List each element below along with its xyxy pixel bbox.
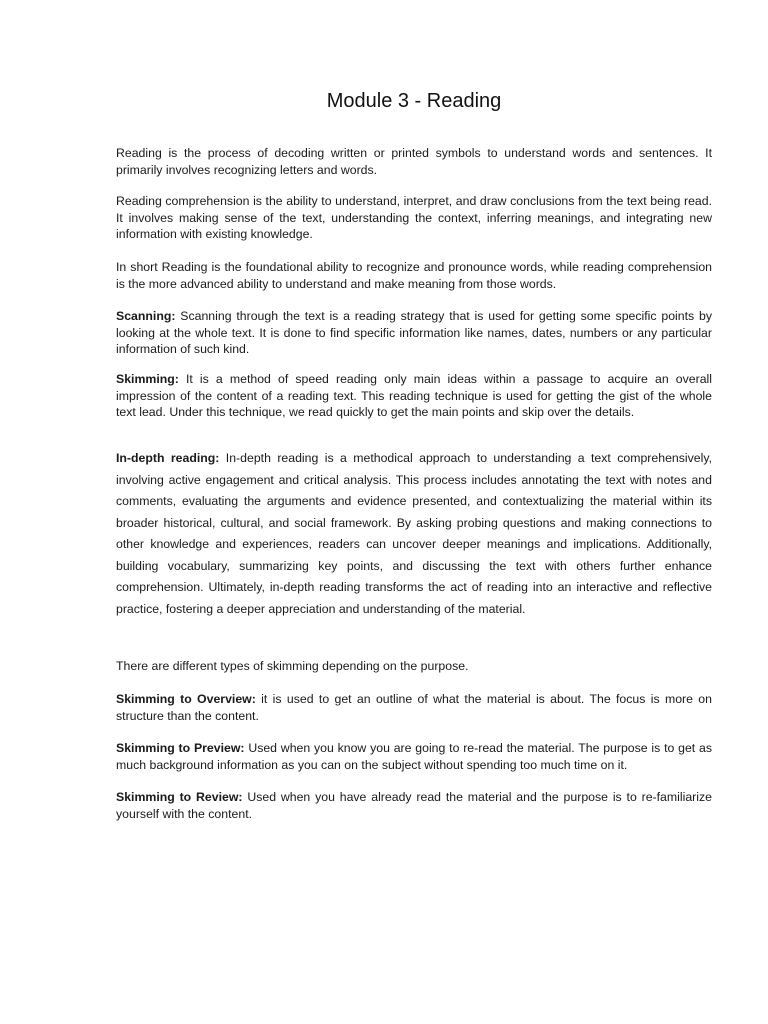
paragraph-reading-comprehension [116, 193, 712, 243]
paragraph-types-of-skimming [116, 658, 712, 675]
paragraph-skimming-review [116, 789, 712, 822]
paragraph-text: In short Reading is the foundational ability to recognize and pronounce words, while reading comprehension is the more advanced ability to understand and make meaning from those words. [116, 260, 712, 291]
paragraph-text: There are different types of skimming depending on the purpose. [116, 659, 469, 673]
paragraph-lead: Skimming to Review: [116, 790, 243, 804]
paragraph-skimming-overview [116, 691, 712, 724]
paragraph-skimming [116, 371, 712, 421]
paragraph-text: It is a method of speed reading only main ideas within a passage to acquire an overall impression of the content of a reading text. This reading technique is used for getting the gist of the whole text lead. Under this technique, we read quickly to get the main points and skip over the details. [116, 372, 712, 420]
paragraph-text: Scanning through the text is a reading strategy that is used for getting some specific points by looking at the whole text. It is done to find specific information like names, dates, numbers or any particular information of such kind. [116, 309, 712, 357]
paragraph-skimming-preview [116, 740, 712, 773]
paragraph-text: Used when you know you are going to re-read the material. The purpose is to get as much background information as you can on the subject without spending too much time on it. [116, 741, 712, 772]
paragraph-reading-definition [116, 145, 712, 178]
paragraph-lead: In-depth reading: [116, 451, 220, 465]
paragraph-lead: Skimming to Preview: [116, 741, 245, 755]
paragraph-in-depth-reading [116, 448, 712, 620]
paragraph-in-short [116, 259, 712, 292]
paragraph-text: Reading is the process of decoding written or printed symbols to understand words and sentences. It primarily involves recognizing letters and words. [116, 146, 712, 177]
paragraph-text: In-depth reading is a methodical approach to understanding a text comprehensively, involving active engagement and critical analysis. This process includes annotating the text with notes and comments, evaluating the arguments and evidence presented, and contextualizing the material within its broader historical, cultural, and social framework. By asking probing questions and making connections to other knowledge and experiences, readers can uncover deeper meanings and implications. Additionally, building vocabulary, summarizing key points, and discussing the text with others further enhance comprehension. Ultimately, in-depth reading transforms the act of reading into an interactive and reflective practice, fostering a deeper appreciation and understanding of the material. [116, 451, 712, 616]
paragraph-lead: Skimming to Overview: [116, 692, 256, 706]
paragraph-text: Reading comprehension is the ability to understand, interpret, and draw conclusions from the text being read. It involves making sense of the text, understanding the context, inferring meanings, and integrating new information with existing knowledge. [116, 194, 712, 242]
paragraph-scanning [116, 308, 712, 358]
paragraph-lead: Skimming: [116, 372, 179, 386]
paragraph-text: Used when you have already read the material and the purpose is to re-familiarize yourself with the content. [116, 790, 712, 821]
page-title: Module 3 - Reading [326, 90, 502, 112]
paragraph-lead: Scanning: [116, 309, 176, 323]
paragraph-text: it is used to get an outline of what the material is about. The focus is more on structure than the content. [116, 692, 712, 723]
